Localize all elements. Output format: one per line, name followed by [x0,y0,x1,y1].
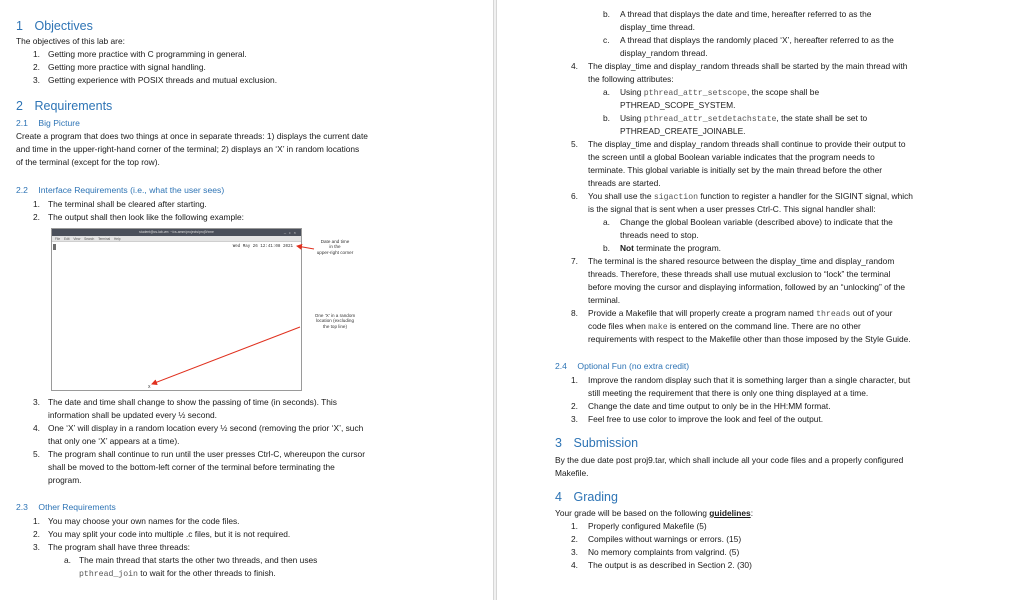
code-setdetachstate: pthread_attr_setdetachstate [643,115,777,124]
document-page-right: b. A thread that displays the date and time, hereafter referred to as the display_time thread. c. A thread that displays the randomly placed ‘X’, hereafter referred to as the display_random thread. 4. The display_time and display_random threads shall be started by the main thread with the following attributes: a. Using pthread_attr_setscope, the scope shall be PTHREAD_SCOPE_SYSTEM. b. Using pthread_attr_setdetachstate, the state shall be set to PTHREAD_CREATE_JOINABLE. 5. The display_time and display_random threads shall continue to provide their output to the screen until a global Boolean variable indicates that the program needs to terminate. This global variable is initially set by the main thread before the other threads are started. 6. You shall use the sigaction function to register a handler for the SIGINT signal, which is the signal that is sent when a user presses Ctrl-C. This signal handler shall: a. Change the global Boolean variable (described above) to indicate that the threads need to stop. b. Not terminate the program. 7. The terminal is the shared resource between the display_time and display_random threads. Therefore, these threads shall use mutual exclusion to “lock” the terminal before moving the cursor and displaying information, followed by an “unlocking” of the terminal. 8. Provide a Makefile that will properly create a program named threads out of your code files when make is entered on the command line. There are no other requirements with respect to the Makefile other than those imposed by the Style Guide. 2.4 Optional Fun (no extra credit) 1. Improve the random display such that it is something larger than a single character, but still meeting the requirement that there is only one thing displayed at a time. 2. Change the date and time output to only be in the HH:MM format. 3. Feel free to use color to improve the look and feel of the output. 3 Submission By the due date post proj9.tar, which shall include all your code files and a properly configured Makefile. 4 Grading Your grade will be based on the following guidelines: 1. Properly configured Makefile (5) 2. Compiles without warnings or errors. (15) 3. No memory complaints from valgrind. (5) 4. The output is as described in Section 2. (30) [497,0,1024,600]
grading-heading: 4 Grading [555,490,618,504]
terminal-menus: File Edit View Search Terminal Help [55,237,121,241]
terminal-titlebar [52,229,301,236]
document-page-left: 1 Objectives The objectives of this lab are: 1. Getting more practice with C programming in general. 2. Getting more practice with signal handling. 3. Getting experience with POSIX threads and mutual exclusion. 2 Requirements 2.1 Big Picture Create a program that does two things at once in separate threads: 1) displays the current date and time in the upper-right-hand corner of the terminal; 2) displays an ‘X’ in random locations of the terminal (except for the top row). 2.2 Interface Requirements (i.e., what the user sees) 1. The terminal shall be cleared after starting. 2. The output shall then look like the following example: student@cs-lab-vm: ~/cs-amm/projects/proj9/xme – • × File Edit View Search Terminal Help Wed May 26 12:41:08 2021 X Date and time in the upper-right corner One ‘X’ in a random location (excluding the top line) 3. The date and time shall change to show the passing of time (in seconds). This information shall be updated every ½ second. 4. One ‘X’ will display in a random location every ½ second (removing the prior ‘X’, such that only one ‘X’ appears at a time). 5. The program shall continue to run until the user presses Ctrl-C, whereupon the cursor shall be moved to the bottom-left corner of the terminal before terminating the program. 2.3 Other Requirements 1. You may choose your own names for the code files. 2. You may split your code into multiple .c files, but it is not required. 3. The program shall have three threads: a. The main thread that starts the other two threads, and then uses pthread_join to wait for the other threads to finish. [0,0,493,600]
code-setscope: pthread_attr_setscope [643,89,747,98]
terminal-cursor [53,244,56,250]
terminal-random-x: X [148,386,151,390]
grading-intro: Your grade will be based on the following guidelines: [555,508,754,518]
terminal-window-title: student@cs-lab-vm: ~/cs-amm/projects/proj9/xme [139,230,214,234]
guidelines-link[interactable]: guidelines [709,508,751,518]
submission-text: By the due date post proj9.tar, which shall include all your code files and a properly configured [555,455,904,465]
big-picture-line: and time in the upper-right-hand corner of the terminal; 2) displays an ‘X’ in random locations [16,144,360,154]
submission-heading: 3 Submission [555,436,639,450]
code-sigaction: sigaction [653,193,699,202]
window-controls-icon: – • × [283,230,297,235]
big-picture-heading: 2.1 Big Picture [16,118,80,128]
code-pthread-join: pthread_join [79,570,138,579]
callout-datetime: Date and time in the upper-right corner [316,239,354,255]
big-picture-line: Create a program that does two things at once in separate threads: 1) displays the current date [16,131,368,141]
optional-fun-heading: 2.4 Optional Fun (no extra credit) [555,361,690,371]
objectives-intro: The objectives of this lab are: [16,36,125,46]
big-picture-line: of the terminal (except for the top row). [16,157,160,167]
terminal-screenshot-figure [51,228,302,391]
code-threads: threads [816,310,851,319]
objectives-heading [16,19,93,34]
requirements-heading: 2 Requirements [16,99,113,113]
terminal-menubar [52,236,301,242]
callout-random-x: One ‘X’ in a random location (excluding the top line) [314,313,356,329]
objectives-title: Objectives [34,19,93,33]
code-make: make [648,323,668,332]
terminal-datetime: Wed May 26 12:41:08 2021 [232,245,293,249]
other-requirements-heading: 2.3 Other Requirements [16,502,116,512]
submission-text: Makefile. [555,468,589,478]
objectives-number: 1 [16,19,23,33]
interface-heading: 2.2 Interface Requirements (i.e., what the user sees) [16,185,225,195]
